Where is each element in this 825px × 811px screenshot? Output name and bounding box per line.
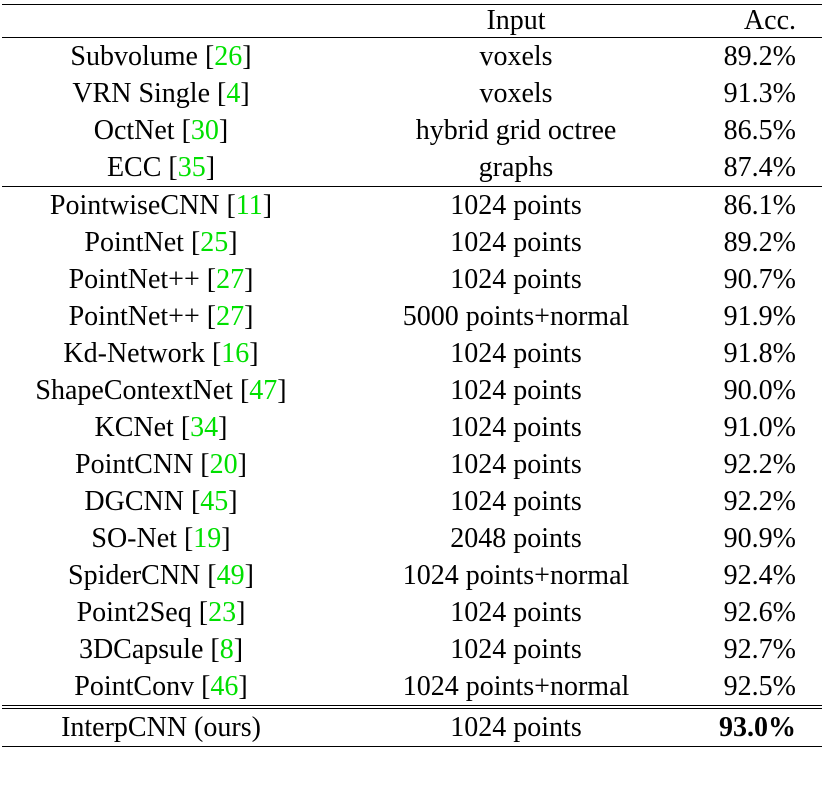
method-name: ECC bbox=[106, 152, 162, 183]
method-cell: PointNet [25] bbox=[84, 227, 238, 258]
input-cell: 1024 points bbox=[450, 634, 582, 665]
input-cell: 1024 points bbox=[320, 187, 712, 225]
method-name: 3DCapsule bbox=[78, 634, 204, 665]
method-cell: PointConv [46] bbox=[74, 671, 248, 702]
method-cell: InterpCNN (ours) bbox=[2, 707, 320, 747]
citation-link[interactable]: 47 bbox=[249, 375, 278, 406]
input-cell: 1024 points bbox=[450, 227, 582, 258]
accuracy-cell: 92.4% bbox=[723, 560, 796, 591]
accuracy-cell: 92.7% bbox=[723, 634, 796, 665]
table-row bbox=[2, 409, 822, 446]
method-name: PointNet bbox=[84, 227, 184, 258]
table-row bbox=[2, 112, 822, 149]
method-cell: 3DCapsule [8] bbox=[78, 634, 244, 665]
citation-link[interactable]: 45 bbox=[200, 486, 229, 517]
ours-row bbox=[2, 707, 822, 747]
citation-link[interactable]: 19 bbox=[193, 523, 222, 554]
method-cell: KCNet [34] bbox=[94, 412, 228, 443]
method-cell: PointNet++ [27] bbox=[68, 264, 254, 295]
table-row bbox=[2, 557, 822, 594]
input-cell: 2048 points bbox=[450, 523, 582, 554]
input-cell: 1024 points bbox=[450, 338, 582, 369]
citation-link[interactable]: 27 bbox=[216, 301, 245, 332]
table-row bbox=[2, 261, 822, 298]
input-cell: 5000 points+normal bbox=[402, 301, 630, 332]
citation-link[interactable]: 8 bbox=[219, 634, 234, 665]
method-cell: PointCNN [20] bbox=[75, 449, 247, 480]
accuracy-cell: 86.1% bbox=[712, 187, 822, 225]
table-row bbox=[2, 483, 822, 520]
method-name: PointCNN bbox=[75, 449, 194, 480]
accuracy-cell: 90.9% bbox=[723, 523, 796, 554]
table-row bbox=[2, 38, 822, 76]
input-cell: 1024 points bbox=[450, 449, 582, 480]
accuracy-cell: 87.4% bbox=[723, 152, 796, 183]
input-cell: 1024 points bbox=[320, 707, 712, 747]
table-row bbox=[2, 149, 822, 187]
input-cell: 1024 points bbox=[450, 264, 582, 295]
table-row bbox=[2, 224, 822, 261]
input-cell: hybrid grid octree bbox=[415, 115, 617, 146]
header-row bbox=[2, 5, 822, 38]
accuracy-cell: 91.3% bbox=[723, 78, 796, 109]
method-name: PointConv bbox=[74, 671, 195, 702]
method-cell: PointwiseCNN [11] bbox=[2, 187, 320, 225]
method-name: KCNet bbox=[94, 412, 174, 443]
accuracy-cell: 89.2% bbox=[723, 227, 796, 258]
table-row bbox=[2, 520, 822, 557]
method-name: VRN Single bbox=[72, 78, 211, 109]
accuracy-cell: 91.8% bbox=[723, 338, 796, 369]
input-cell: 1024 points+normal bbox=[402, 671, 630, 702]
table-row bbox=[2, 372, 822, 409]
accuracy-cell: 90.7% bbox=[723, 264, 796, 295]
citation-link[interactable]: 16 bbox=[221, 338, 250, 369]
citation-link[interactable]: 11 bbox=[235, 190, 263, 221]
accuracy-cell: 86.5% bbox=[723, 115, 796, 146]
method-cell: ShapeContextNet [47] bbox=[35, 375, 287, 406]
method-name: OctNet bbox=[93, 115, 175, 146]
input-cell: voxels bbox=[479, 41, 553, 72]
citation-link[interactable]: 34 bbox=[190, 412, 219, 443]
method-name: SpiderCNN bbox=[68, 560, 201, 591]
input-cell: 1024 points bbox=[450, 412, 582, 443]
results-table bbox=[2, 4, 822, 747]
method-cell: PointNet++ [27] bbox=[68, 301, 254, 332]
accuracy-cell: 89.2% bbox=[723, 41, 796, 72]
accuracy-cell: 92.6% bbox=[723, 597, 796, 628]
method-name: PointNet++ bbox=[68, 301, 200, 332]
method-cell: DGCNN [45] bbox=[84, 486, 238, 517]
method-cell: SpiderCNN [49] bbox=[68, 560, 254, 591]
accuracy-cell: 90.0% bbox=[723, 375, 796, 406]
citation-link[interactable]: 49 bbox=[216, 560, 245, 591]
citation-link[interactable]: 26 bbox=[214, 41, 243, 72]
method-cell: VRN Single [4] bbox=[72, 78, 250, 109]
method-cell: Kd-Network [16] bbox=[63, 338, 259, 369]
method-cell: Point2Seq [23] bbox=[76, 597, 246, 628]
table-row bbox=[2, 668, 822, 707]
method-name: ShapeContextNet bbox=[35, 375, 233, 406]
header-method bbox=[2, 5, 320, 38]
accuracy-cell: 92.2% bbox=[723, 449, 796, 480]
table-row bbox=[2, 594, 822, 631]
method-name: PointwiseCNN bbox=[49, 190, 220, 221]
header-acc: Acc. bbox=[712, 5, 822, 38]
input-cell: voxels bbox=[479, 78, 553, 109]
citation-link[interactable]: 4 bbox=[226, 78, 241, 109]
method-cell: Subvolume [26] bbox=[70, 41, 252, 72]
method-cell: OctNet [30] bbox=[93, 115, 229, 146]
table-row bbox=[2, 631, 822, 668]
citation-link[interactable]: 23 bbox=[208, 597, 237, 628]
accuracy-cell: 92.2% bbox=[723, 486, 796, 517]
citation-link[interactable]: 27 bbox=[216, 264, 245, 295]
table-row bbox=[2, 446, 822, 483]
citation-link[interactable]: 20 bbox=[209, 449, 238, 480]
table-row bbox=[2, 298, 822, 335]
table-row bbox=[2, 75, 822, 112]
input-cell: 1024 points bbox=[450, 486, 582, 517]
accuracy-cell-best: 93.0% bbox=[712, 707, 822, 747]
citation-link[interactable]: 46 bbox=[210, 671, 239, 702]
input-cell: 1024 points bbox=[450, 597, 582, 628]
input-cell: 1024 points bbox=[450, 375, 582, 406]
method-cell: ECC [35] bbox=[106, 152, 216, 183]
table-row bbox=[2, 187, 822, 225]
method-name: SO-Net bbox=[91, 523, 177, 554]
input-cell: graphs bbox=[478, 152, 554, 183]
accuracy-cell: 91.9% bbox=[723, 301, 796, 332]
method-cell: SO-Net [19] bbox=[91, 523, 231, 554]
method-name: Kd-Network bbox=[63, 338, 205, 369]
method-name: PointNet++ bbox=[68, 264, 200, 295]
table-row bbox=[2, 335, 822, 372]
accuracy-cell: 91.0% bbox=[723, 412, 796, 443]
header-input: Input bbox=[320, 5, 712, 38]
method-name: Point2Seq bbox=[76, 597, 192, 628]
accuracy-cell: 92.5% bbox=[723, 671, 796, 702]
input-cell: 1024 points+normal bbox=[402, 560, 630, 591]
method-name: DGCNN bbox=[84, 486, 184, 517]
method-name: Subvolume bbox=[70, 41, 198, 72]
citation-link[interactable]: 35 bbox=[177, 152, 206, 183]
citation-link[interactable]: 30 bbox=[190, 115, 219, 146]
citation-link[interactable]: 25 bbox=[200, 227, 229, 258]
